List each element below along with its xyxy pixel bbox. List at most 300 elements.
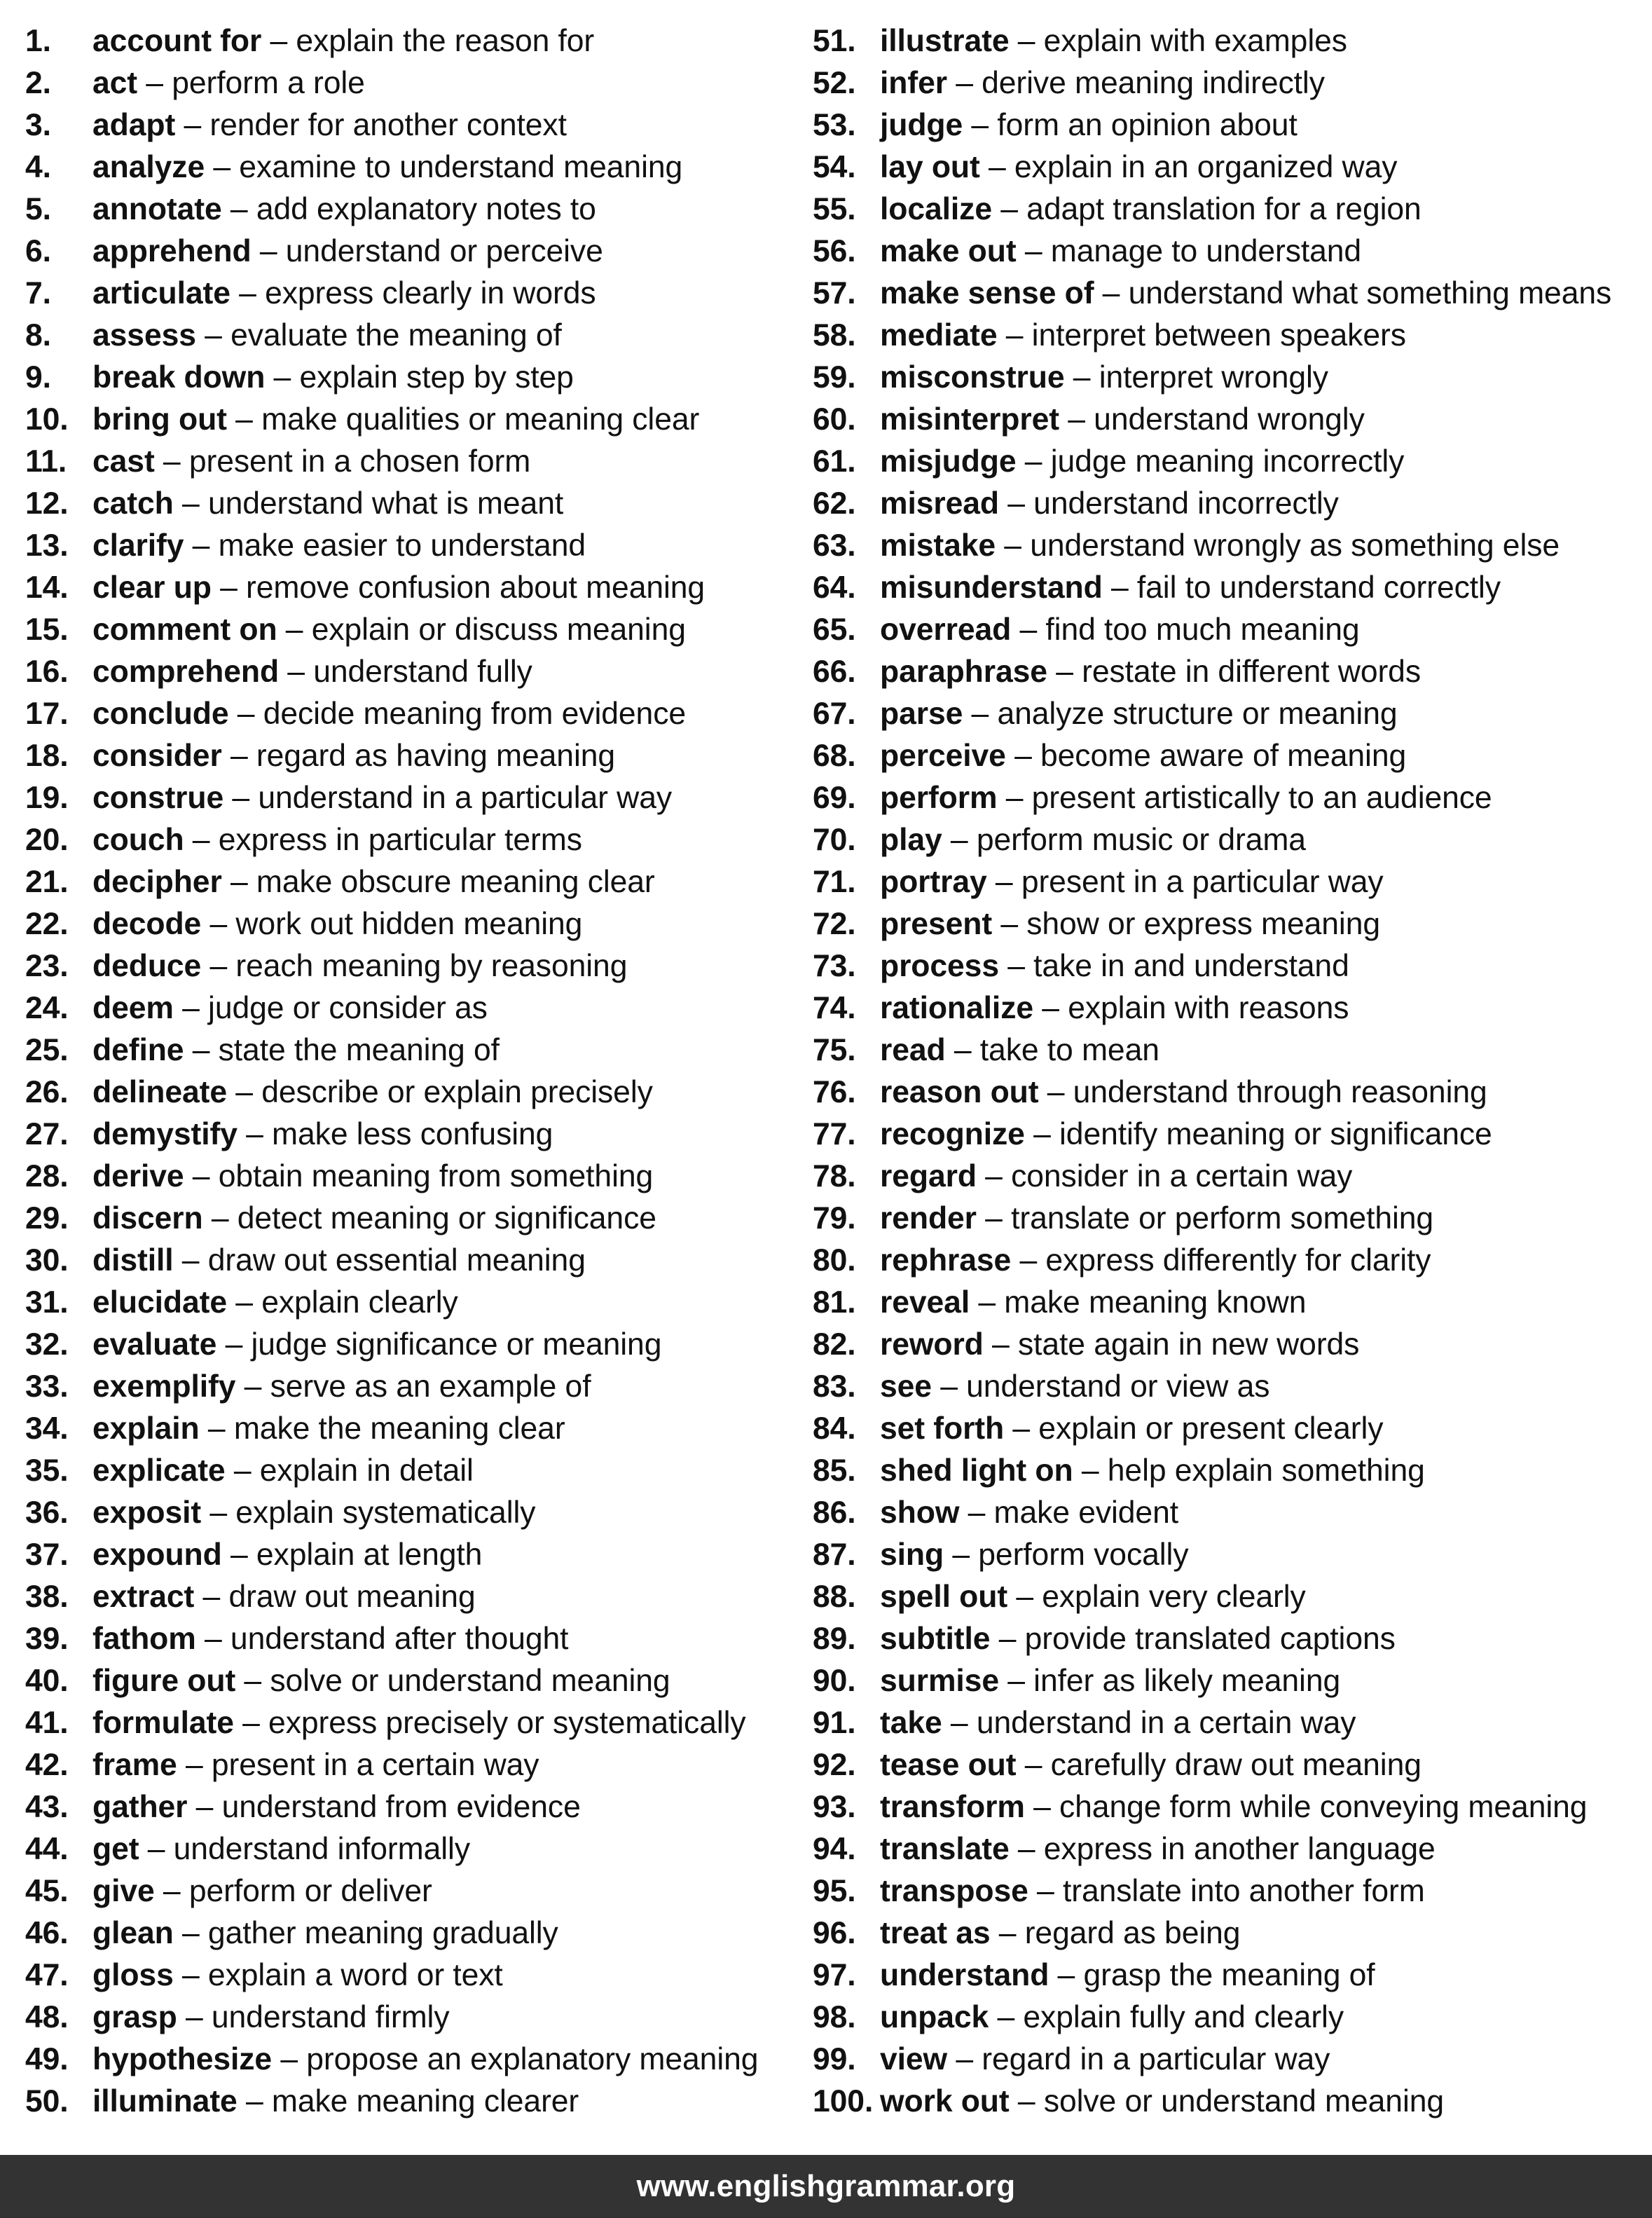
item-separator: – [945, 1033, 980, 1067]
item-text [92, 2039, 758, 2081]
list-item [25, 1492, 796, 1534]
item-definition: understand after thought [230, 1622, 569, 1656]
list-item [813, 62, 1646, 104]
item-definition: reach meaning by reasoning [235, 949, 628, 983]
item-number: 71. [813, 865, 856, 899]
item-separator: – [942, 823, 977, 857]
item-definition: gather meaning gradually [207, 1916, 558, 1950]
item-definition: understand from evidence [221, 1790, 581, 1824]
item-word: explain [92, 1411, 200, 1446]
item-number: 67. [813, 697, 856, 731]
list-item [813, 231, 1646, 273]
list-item [813, 1955, 1646, 1997]
item-number: 39. [25, 1622, 69, 1656]
item-number: 33. [25, 1369, 69, 1404]
item-number: 36. [25, 1495, 69, 1530]
item-word: make sense of [880, 276, 1094, 310]
list-item [25, 693, 796, 735]
item-definition: judge meaning incorrectly [1050, 444, 1405, 479]
item-number: 53. [813, 108, 856, 142]
item-definition: make less confusing [272, 1117, 553, 1151]
item-text [92, 1744, 539, 1786]
item-definition: explain in detail [259, 1453, 474, 1488]
item-separator: – [227, 1285, 262, 1320]
list-item [25, 1240, 796, 1282]
item-definition: translate into another form [1062, 1874, 1425, 1908]
item-separator: – [177, 1748, 212, 1782]
item-definition: explain fully and clearly [1023, 2000, 1344, 2034]
item-number: 31. [25, 1285, 69, 1320]
item-text [92, 1997, 450, 2039]
item-separator: – [184, 1159, 219, 1193]
item-number: 11. [25, 444, 67, 479]
item-definition: present artistically to an audience [1031, 781, 1492, 815]
item-text [880, 1786, 1587, 1828]
item-word: exposit [92, 1495, 202, 1530]
item-separator: – [233, 1706, 269, 1740]
item-definition: draw out essential meaning [207, 1243, 586, 1278]
list-item [813, 693, 1646, 735]
item-number: 91. [813, 1706, 856, 1740]
item-text [880, 1282, 1306, 1324]
list-item [25, 2039, 796, 2081]
item-separator: – [211, 570, 247, 605]
item-word: deem [92, 991, 174, 1025]
item-definition: provide translated captions [1024, 1622, 1396, 1656]
list-item [813, 945, 1646, 987]
item-separator: – [221, 865, 256, 899]
item-word: illustrate [880, 24, 1010, 58]
item-number: 25. [25, 1033, 69, 1067]
item-number: 78. [813, 1159, 856, 1193]
list-item [813, 735, 1646, 777]
item-number: 6. [25, 234, 51, 268]
list-item [813, 1912, 1646, 1955]
list-item [813, 1114, 1646, 1156]
item-separator: – [173, 1958, 208, 1992]
item-definition: translate or perform something [1011, 1201, 1434, 1235]
item-number: 98. [813, 2000, 856, 2034]
item-number: 45. [25, 1874, 69, 1908]
item-definition: express differently for clarity [1045, 1243, 1431, 1278]
item-number: 90. [813, 1664, 856, 1698]
item-word: illuminate [92, 2084, 238, 2118]
list-item [25, 1997, 796, 2039]
item-definition: understand or view as [966, 1369, 1270, 1404]
item-text [92, 1029, 500, 1072]
item-definition: make easier to understand [218, 528, 586, 563]
item-separator: – [184, 528, 219, 563]
item-separator: – [154, 1874, 189, 1908]
item-definition: understand through reasoning [1073, 1075, 1487, 1109]
item-text [880, 861, 1384, 903]
item-number: 64. [813, 570, 856, 605]
item-word: define [92, 1033, 184, 1067]
item-separator: – [963, 697, 998, 731]
item-separator: – [983, 1327, 1018, 1362]
list-item [813, 1786, 1646, 1828]
list-item [25, 1072, 796, 1114]
item-text [880, 231, 1361, 273]
item-text [880, 315, 1406, 357]
item-separator: – [998, 1664, 1034, 1698]
item-number: 1. [25, 24, 51, 58]
item-number: 3. [25, 108, 51, 142]
item-word: reveal [880, 1285, 970, 1320]
list-item [813, 1997, 1646, 2039]
item-number: 68. [813, 739, 856, 773]
item-number: 59. [813, 360, 856, 395]
list-item [25, 1912, 796, 1955]
item-number: 49. [25, 2042, 69, 2076]
list-item [25, 104, 796, 146]
item-text [92, 441, 530, 483]
item-text [92, 1156, 653, 1198]
item-text [880, 189, 1422, 231]
item-definition: examine to understand meaning [239, 150, 683, 184]
item-text [92, 945, 627, 987]
item-word: give [92, 1874, 155, 1908]
list-item [25, 945, 796, 987]
item-text [880, 146, 1397, 189]
item-text [880, 1492, 1178, 1534]
item-text [92, 819, 582, 861]
item-word: comprehend [92, 655, 280, 689]
item-definition: understand in a certain way [976, 1706, 1356, 1740]
item-number: 10. [25, 402, 69, 437]
item-separator: – [1009, 2084, 1044, 2118]
item-separator: – [216, 1327, 252, 1362]
item-word: rephrase [880, 1243, 1012, 1278]
list-item [25, 567, 796, 609]
item-definition: explain in an organized way [1014, 150, 1398, 184]
item-definition: add explanatory notes to [256, 192, 596, 226]
item-text [880, 1660, 1340, 1702]
item-word: present [880, 907, 993, 941]
item-word: gloss [92, 1958, 174, 1992]
item-separator: – [1049, 1958, 1084, 1992]
list-item [25, 861, 796, 903]
item-definition: understand fully [313, 655, 532, 689]
item-separator: – [990, 1622, 1025, 1656]
item-definition: interpret wrongly [1099, 360, 1328, 395]
list-item [25, 1702, 796, 1744]
item-word: clarify [92, 528, 184, 563]
item-word: parse [880, 697, 963, 731]
item-number: 12. [25, 486, 69, 521]
item-separator: – [194, 1580, 229, 1614]
item-number: 40. [25, 1664, 69, 1698]
item-text [880, 693, 1398, 735]
item-word: derive [92, 1159, 184, 1193]
item-word: figure out [92, 1664, 236, 1698]
item-word: get [92, 1832, 139, 1866]
item-number: 34. [25, 1411, 69, 1446]
list-item [813, 1366, 1646, 1408]
item-word: annotate [92, 192, 222, 226]
item-separator: – [139, 1832, 174, 1866]
item-text [880, 357, 1328, 399]
item-word: deduce [92, 949, 202, 983]
item-text [92, 693, 686, 735]
list-item [25, 819, 796, 861]
item-word: overread [880, 612, 1012, 647]
list-item [25, 651, 796, 693]
list-item [25, 441, 796, 483]
item-definition: express in another language [1043, 1832, 1436, 1866]
item-text [880, 1828, 1436, 1870]
list-item [813, 1072, 1646, 1114]
item-separator: – [1016, 234, 1051, 268]
item-definition: state the meaning of [218, 1033, 500, 1067]
item-definition: consider in a certain way [1011, 1159, 1353, 1193]
item-text [880, 651, 1421, 693]
item-text [92, 987, 488, 1029]
list-item [25, 1324, 796, 1366]
item-word: comment on [92, 612, 277, 647]
item-definition: remove confusion about meaning [246, 570, 705, 605]
item-text [92, 315, 562, 357]
item-definition: explain at length [256, 1538, 483, 1572]
item-number: 7. [25, 276, 51, 310]
item-separator: – [251, 234, 286, 268]
item-word: construe [92, 781, 224, 815]
list-item [813, 1618, 1646, 1660]
item-number: 47. [25, 1958, 69, 1992]
item-word: see [880, 1369, 932, 1404]
list-item [25, 483, 796, 525]
item-separator: – [205, 150, 240, 184]
list-item [25, 62, 796, 104]
item-number: 73. [813, 949, 856, 983]
item-text [92, 20, 594, 62]
item-word: elucidate [92, 1285, 228, 1320]
item-definition: express precisely or systematically [268, 1706, 746, 1740]
item-word: recognize [880, 1117, 1025, 1151]
list-item [25, 1366, 796, 1408]
item-definition: express clearly in words [265, 276, 596, 310]
item-separator: – [187, 1790, 222, 1824]
item-separator: – [1024, 1790, 1059, 1824]
item-definition: take to mean [979, 1033, 1159, 1067]
item-number: 23. [25, 949, 69, 983]
item-word: transpose [880, 1874, 1028, 1908]
item-number: 57. [813, 276, 856, 310]
item-word: apprehend [92, 234, 252, 268]
list-item [25, 903, 796, 945]
item-number: 28. [25, 1159, 69, 1193]
item-number: 17. [25, 697, 69, 731]
item-word: judge [880, 108, 963, 142]
item-definition: explain or present clearly [1038, 1411, 1384, 1446]
item-text [92, 231, 603, 273]
item-definition: understand what something means [1128, 276, 1612, 310]
item-number: 9. [25, 360, 51, 395]
item-word: grasp [92, 2000, 177, 2034]
item-text [880, 1534, 1188, 1576]
list-item [813, 1282, 1646, 1324]
item-number: 77. [813, 1117, 856, 1151]
item-text [880, 1618, 1396, 1660]
item-definition: identify meaning or significance [1059, 1117, 1492, 1151]
item-separator: – [235, 1664, 270, 1698]
item-separator: – [947, 2042, 982, 2076]
item-word: decode [92, 907, 202, 941]
item-separator: – [154, 444, 189, 479]
item-separator: – [1009, 1832, 1044, 1866]
item-number: 16. [25, 655, 69, 689]
item-number: 56. [813, 234, 856, 268]
item-definition: express in particular terms [218, 823, 582, 857]
item-separator: – [195, 1622, 230, 1656]
item-word: expound [92, 1538, 222, 1572]
item-word: formulate [92, 1706, 234, 1740]
item-text [880, 1114, 1492, 1156]
item-number: 46. [25, 1916, 69, 1950]
item-number: 76. [813, 1075, 856, 1109]
list-item [25, 1870, 796, 1912]
item-separator: – [184, 1033, 219, 1067]
list-item [813, 441, 1646, 483]
item-text [92, 903, 582, 945]
item-text [880, 1450, 1425, 1492]
item-definition: decide meaning from evidence [263, 697, 686, 731]
item-definition: present in a chosen form [188, 444, 531, 479]
item-text [880, 1324, 1359, 1366]
item-definition: evaluate the meaning of [230, 318, 562, 352]
item-text [880, 1912, 1240, 1955]
item-word: sing [880, 1538, 944, 1572]
item-word: play [880, 823, 942, 857]
item-word: reword [880, 1327, 984, 1362]
item-number: 97. [813, 1958, 856, 1992]
item-separator: – [970, 1285, 1005, 1320]
list-item [813, 567, 1646, 609]
item-separator: – [1011, 612, 1046, 647]
item-number: 87. [813, 1538, 856, 1572]
item-separator: – [272, 2042, 307, 2076]
item-definition: solve or understand meaning [1043, 2084, 1445, 2118]
item-word: mistake [880, 528, 996, 563]
list-item [813, 861, 1646, 903]
item-text [880, 525, 1560, 567]
list-item [25, 146, 796, 189]
item-separator: – [947, 66, 982, 100]
item-text [880, 273, 1611, 315]
item-text [92, 1072, 653, 1114]
item-word: frame [92, 1748, 177, 1782]
item-definition: adapt translation for a region [1026, 192, 1422, 226]
item-separator: – [223, 781, 259, 815]
item-text [92, 1282, 458, 1324]
item-definition: judge or consider as [208, 991, 488, 1025]
item-separator: – [201, 907, 236, 941]
item-text [880, 609, 1360, 651]
item-number: 22. [25, 907, 69, 941]
item-definition: explain the reason for [296, 24, 595, 58]
item-text [880, 1870, 1425, 1912]
item-text [880, 104, 1297, 146]
item-separator: – [177, 2000, 212, 2034]
item-definition: understand in a particular way [258, 781, 672, 815]
list-item [25, 609, 796, 651]
item-definition: make qualities or meaning clear [261, 402, 700, 437]
item-text [92, 1450, 474, 1492]
item-definition: regard in a particular way [982, 2042, 1330, 2076]
item-definition: explain systematically [235, 1495, 536, 1530]
item-word: misjudge [880, 444, 1017, 479]
item-number: 38. [25, 1580, 69, 1614]
item-separator: – [976, 1159, 1012, 1193]
item-number: 93. [813, 1790, 856, 1824]
list-item [25, 1828, 796, 1870]
item-separator: – [279, 655, 314, 689]
item-separator: – [201, 1495, 236, 1530]
item-word: view [880, 2042, 948, 2076]
list-item [813, 1744, 1646, 1786]
item-definition: carefully draw out meaning [1050, 1748, 1422, 1782]
item-definition: detect meaning or significance [237, 1201, 656, 1235]
item-separator: – [199, 1411, 234, 1446]
item-number: 43. [25, 1790, 69, 1824]
item-definition: take in and understand [1033, 949, 1349, 983]
item-word: regard [880, 1159, 977, 1193]
item-word: evaluate [92, 1327, 217, 1362]
item-text [880, 62, 1325, 104]
item-number: 79. [813, 1201, 856, 1235]
item-text [92, 104, 567, 146]
item-definition: grasp the meaning of [1083, 1958, 1375, 1992]
item-separator: – [979, 150, 1014, 184]
item-separator: – [1005, 739, 1040, 773]
item-text [92, 1576, 476, 1618]
item-definition: change form while conveying meaning [1059, 1790, 1588, 1824]
word-list-left-column [25, 20, 796, 2123]
item-text [92, 2081, 579, 2123]
item-text [880, 399, 1365, 441]
word-list-right-column [813, 20, 1646, 2123]
item-text [92, 1955, 503, 1997]
item-word: portray [880, 865, 987, 899]
item-definition: understand informally [173, 1832, 470, 1866]
list-item [25, 735, 796, 777]
item-separator: – [986, 865, 1021, 899]
item-text [92, 1114, 553, 1156]
item-definition: state again in new words [1017, 1327, 1360, 1362]
item-text [880, 441, 1404, 483]
item-text [92, 399, 699, 441]
item-number: 30. [25, 1243, 69, 1278]
item-separator: – [1024, 1117, 1060, 1151]
item-text [92, 1240, 586, 1282]
list-item [813, 483, 1646, 525]
item-definition: present in a certain way [211, 1748, 539, 1782]
list-item [25, 1156, 796, 1198]
item-separator: – [261, 24, 296, 58]
item-separator: – [1004, 1411, 1039, 1446]
item-word: localize [880, 192, 992, 226]
list-item [25, 1786, 796, 1828]
item-number: 100. [813, 2084, 874, 2118]
list-item [25, 1408, 796, 1450]
item-separator: – [1016, 1748, 1051, 1782]
item-separator: – [1102, 570, 1137, 605]
item-number: 99. [813, 2042, 856, 2076]
item-word: adapt [92, 108, 176, 142]
item-text [92, 609, 686, 651]
item-definition: explain with examples [1043, 24, 1347, 58]
item-separator: – [1064, 360, 1099, 395]
